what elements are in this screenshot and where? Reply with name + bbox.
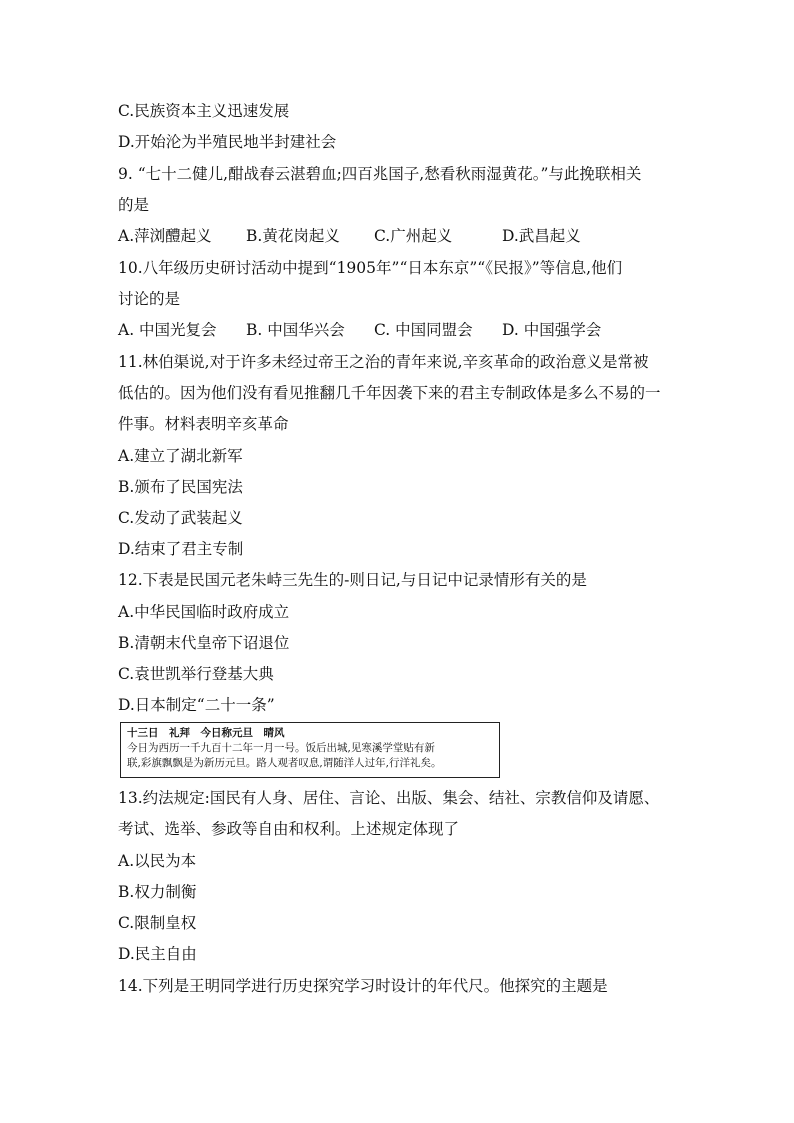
q10-option-c: C. 中国同盟会 — [374, 321, 473, 339]
q12-option-a: A.中华民国临时政府成立 — [118, 603, 290, 621]
q9-option-c: C.广州起义 — [374, 227, 453, 245]
q10-stem-line2: 讨论的是 — [118, 290, 181, 308]
q9-option-a: A.萍浏醴起义 — [118, 227, 212, 245]
q13-option-d: D.民主自由 — [118, 945, 197, 963]
q10-options — [118, 320, 678, 340]
q8-option-d: D.开始沦为半殖民地半封建社会 — [118, 133, 337, 151]
q13-stem-line1: 13.约法规定:国民有人身、居住、言论、出版、集会、结社、宗教信仰及请愿、 — [118, 789, 660, 807]
q8-option-c: C.民族资本主义迅速发展 — [118, 102, 290, 120]
q10-option-d: D. 中国强学会 — [502, 321, 602, 339]
q9-option-b: B.黄花岗起义 — [246, 227, 340, 245]
q11-stem-line2: 低估的。因为他们没有看见推翻几千年因袭下来的君主专制政体是多么不易的一 — [118, 384, 661, 402]
q14-stem: 14.下列是王明同学进行历史探究学习时设计的年代尺。他探究的主题是 — [118, 977, 608, 995]
q11-stem-line1: 11.林伯渠说,对于许多未经过帝王之治的青年来说,辛亥革命的政治意义是常被 — [118, 353, 649, 371]
q13-stem-line2: 考试、选举、参政等自由和权利。上述规定体现了 — [118, 820, 460, 838]
q11-option-b: B.颁布了民国宪法 — [118, 478, 243, 496]
q11-option-c: C.发动了武装起义 — [118, 509, 243, 527]
q12-option-b: B.清朝末代皇帝下诏退位 — [118, 634, 290, 652]
q13-option-a: A.以民为本 — [118, 852, 197, 870]
diary-line-3: 联,彩旗飘飘是为新历元旦。路人观者叹息,谓随洋人过年,行洋礼矣。 — [127, 757, 442, 769]
q13-option-c: C.限制皇权 — [118, 914, 197, 932]
diary-line-2: 今日为西历一千九百十二年一月一号。饭后出城,见寒溪学堂贴有新 — [127, 742, 435, 754]
q9-stem-line2: 的是 — [118, 196, 150, 214]
q10-stem-line1: 10.八年级历史研讨活动中提到“1905年”“日本东京”“《民报》”等信息,他们 — [118, 259, 623, 277]
q10-option-b: B. 中国华兴会 — [246, 321, 345, 339]
q11-stem-line3: 件事。材料表明辛亥革命 — [118, 415, 289, 433]
diary-excerpt-box — [120, 722, 500, 778]
q9-stem-line1: 9. “七十二健儿,酣战春云湛碧血;四百兆国子,愁看秋雨湿黄花。”与此挽联相关 — [118, 165, 642, 183]
q9-option-d: D.武昌起义 — [502, 227, 581, 245]
diary-line-1: 十三日 礼拜 今日称元旦 晴风 — [127, 727, 285, 739]
q12-option-d: D.日本制定“二十一条” — [118, 696, 275, 714]
q12-option-c: C.袁世凯举行登基大典 — [118, 665, 274, 683]
q10-option-a: A. 中国光复会 — [118, 321, 217, 339]
q13-option-b: B.权力制衡 — [118, 883, 197, 901]
q11-option-a: A.建立了湖北新军 — [118, 447, 243, 465]
q12-stem: 12.下表是民国元老朱峙三先生的-则日记,与日记中记录情形有关的是 — [118, 571, 587, 589]
q11-option-d: D.结束了君主专制 — [118, 540, 244, 558]
q9-options — [118, 226, 678, 246]
